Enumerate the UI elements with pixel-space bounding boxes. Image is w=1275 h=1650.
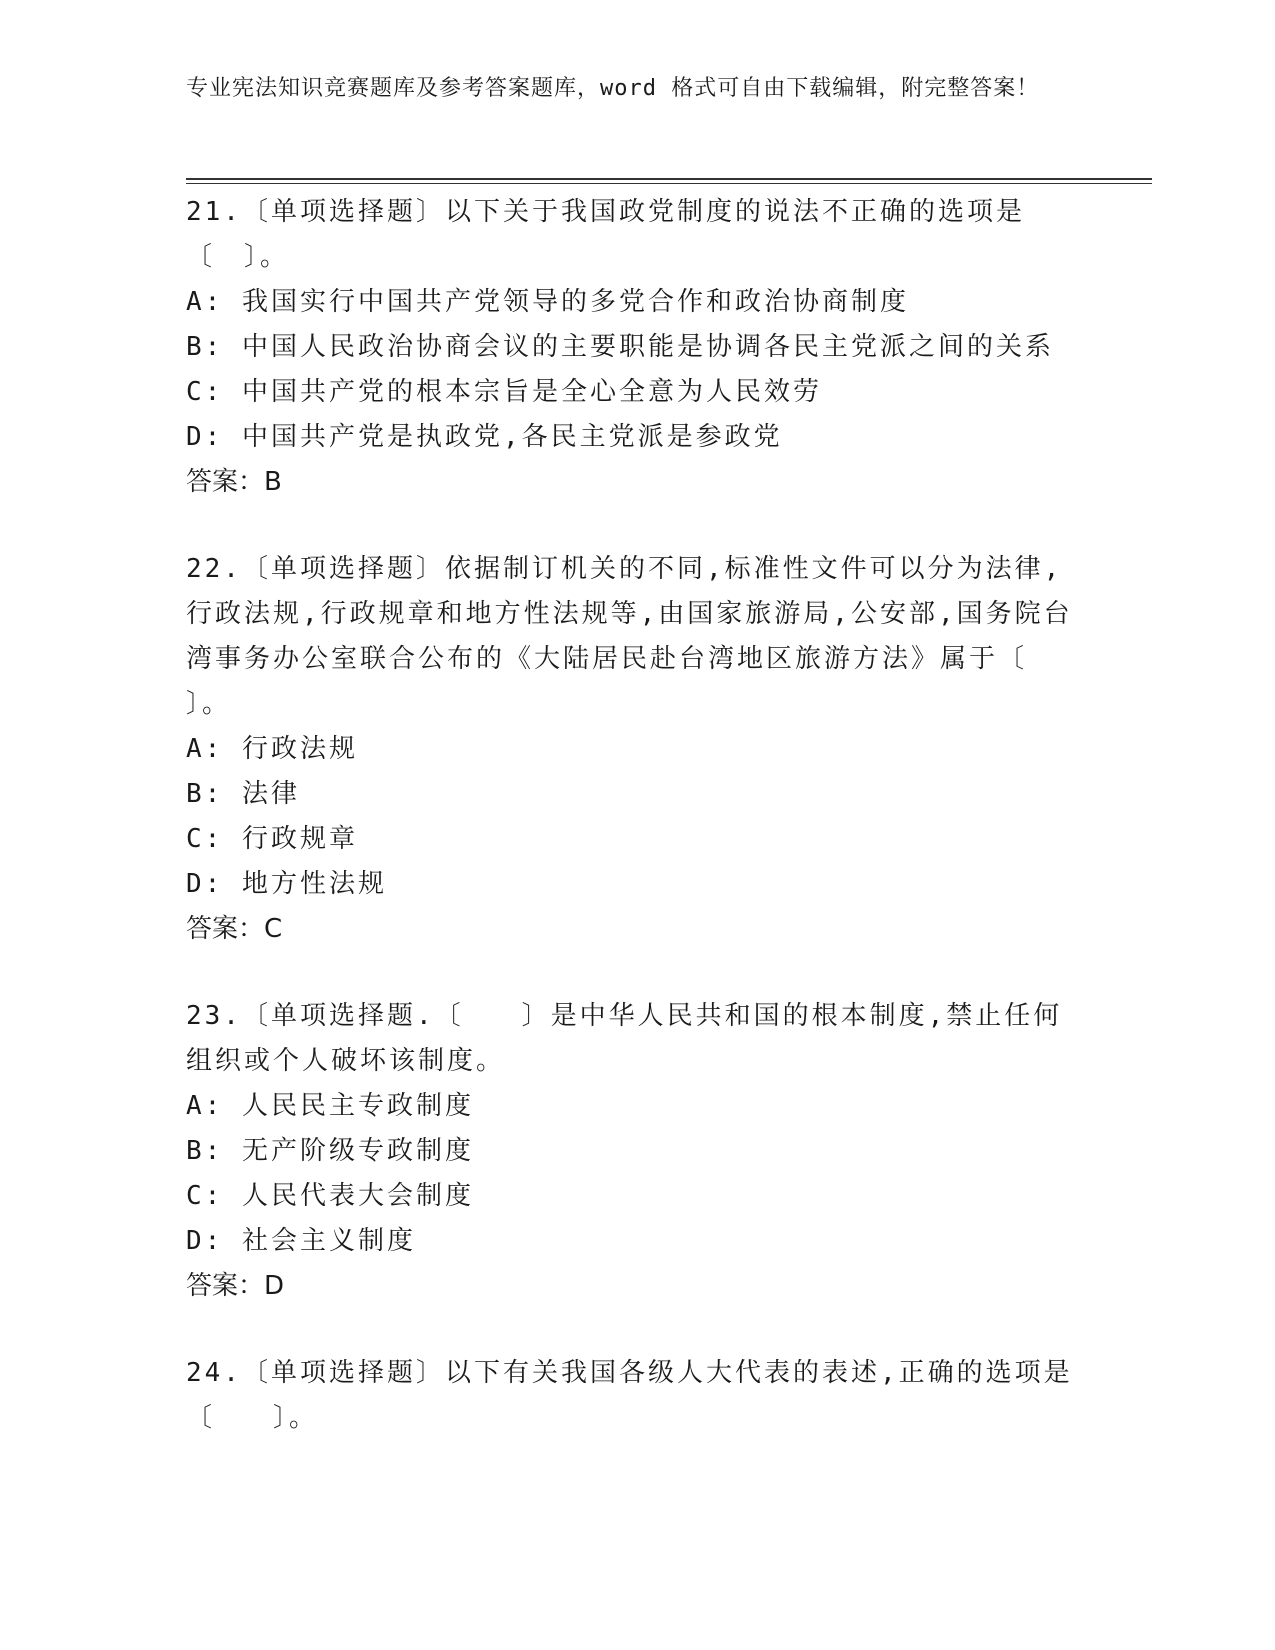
option-c: C: 中国共产党的根本宗旨是全心全意为人民效劳 — [186, 377, 822, 407]
question-23 — [186, 994, 1076, 1309]
option-d: D: 地方性法规 — [186, 869, 387, 899]
answer-text: 答案：B — [186, 467, 282, 497]
option-b: B: 中国人民政治协商会议的主要职能是协调各民主党派之间的关系 — [186, 332, 1054, 362]
question-21 — [186, 190, 1076, 505]
option-b: B: 无产阶级专政制度 — [186, 1136, 474, 1166]
header-rule-thick — [186, 178, 1152, 180]
question-stem: 22.〔单项选择题〕依据制订机关的不同,标准性文件可以分为法律,行政法规,行政规章和地方性法规等,由国家旅游局,公安部,国务院台湾事务办公室联合公布的《大陆居民赴台湾地区旅游方法》属于〔 〕。 — [186, 554, 1086, 719]
option-d: D: 社会主义制度 — [186, 1226, 416, 1256]
option-c: C: 行政规章 — [186, 824, 358, 854]
question-stem: 23.〔单项选择题.〔 〕是中华人民共和国的根本制度,禁止任何组织或个人破坏该制度。 — [186, 1001, 1063, 1076]
option-a: A: 我国实行中国共产党领导的多党合作和政治协商制度 — [186, 287, 909, 317]
header-rule-thin — [186, 183, 1152, 184]
option-a: A: 行政法规 — [186, 734, 358, 764]
question-list — [186, 190, 1086, 1483]
option-a: A: 人民民主专政制度 — [186, 1091, 474, 1121]
option-b: B: 法律 — [186, 779, 300, 809]
question-24 — [186, 1351, 1076, 1441]
question-stem: 21.〔单项选择题〕以下关于我国政党制度的说法不正确的选项是〔 〕。 — [186, 197, 1025, 272]
question-stem: 24.〔单项选择题〕以下有关我国各级人大代表的表述,正确的选项是〔 〕。 — [186, 1358, 1073, 1433]
document-header: 专业宪法知识竞赛题库及参考答案题库，word 格式可自由下载编辑，附完整答案！ — [186, 76, 1040, 101]
answer-text: 答案：C — [186, 914, 283, 944]
option-d: D: 中国共产党是执政党,各民主党派是参政党 — [186, 422, 783, 452]
option-c: C: 人民代表大会制度 — [186, 1181, 474, 1211]
question-22 — [186, 547, 1086, 952]
answer-text: 答案：D — [186, 1271, 285, 1301]
